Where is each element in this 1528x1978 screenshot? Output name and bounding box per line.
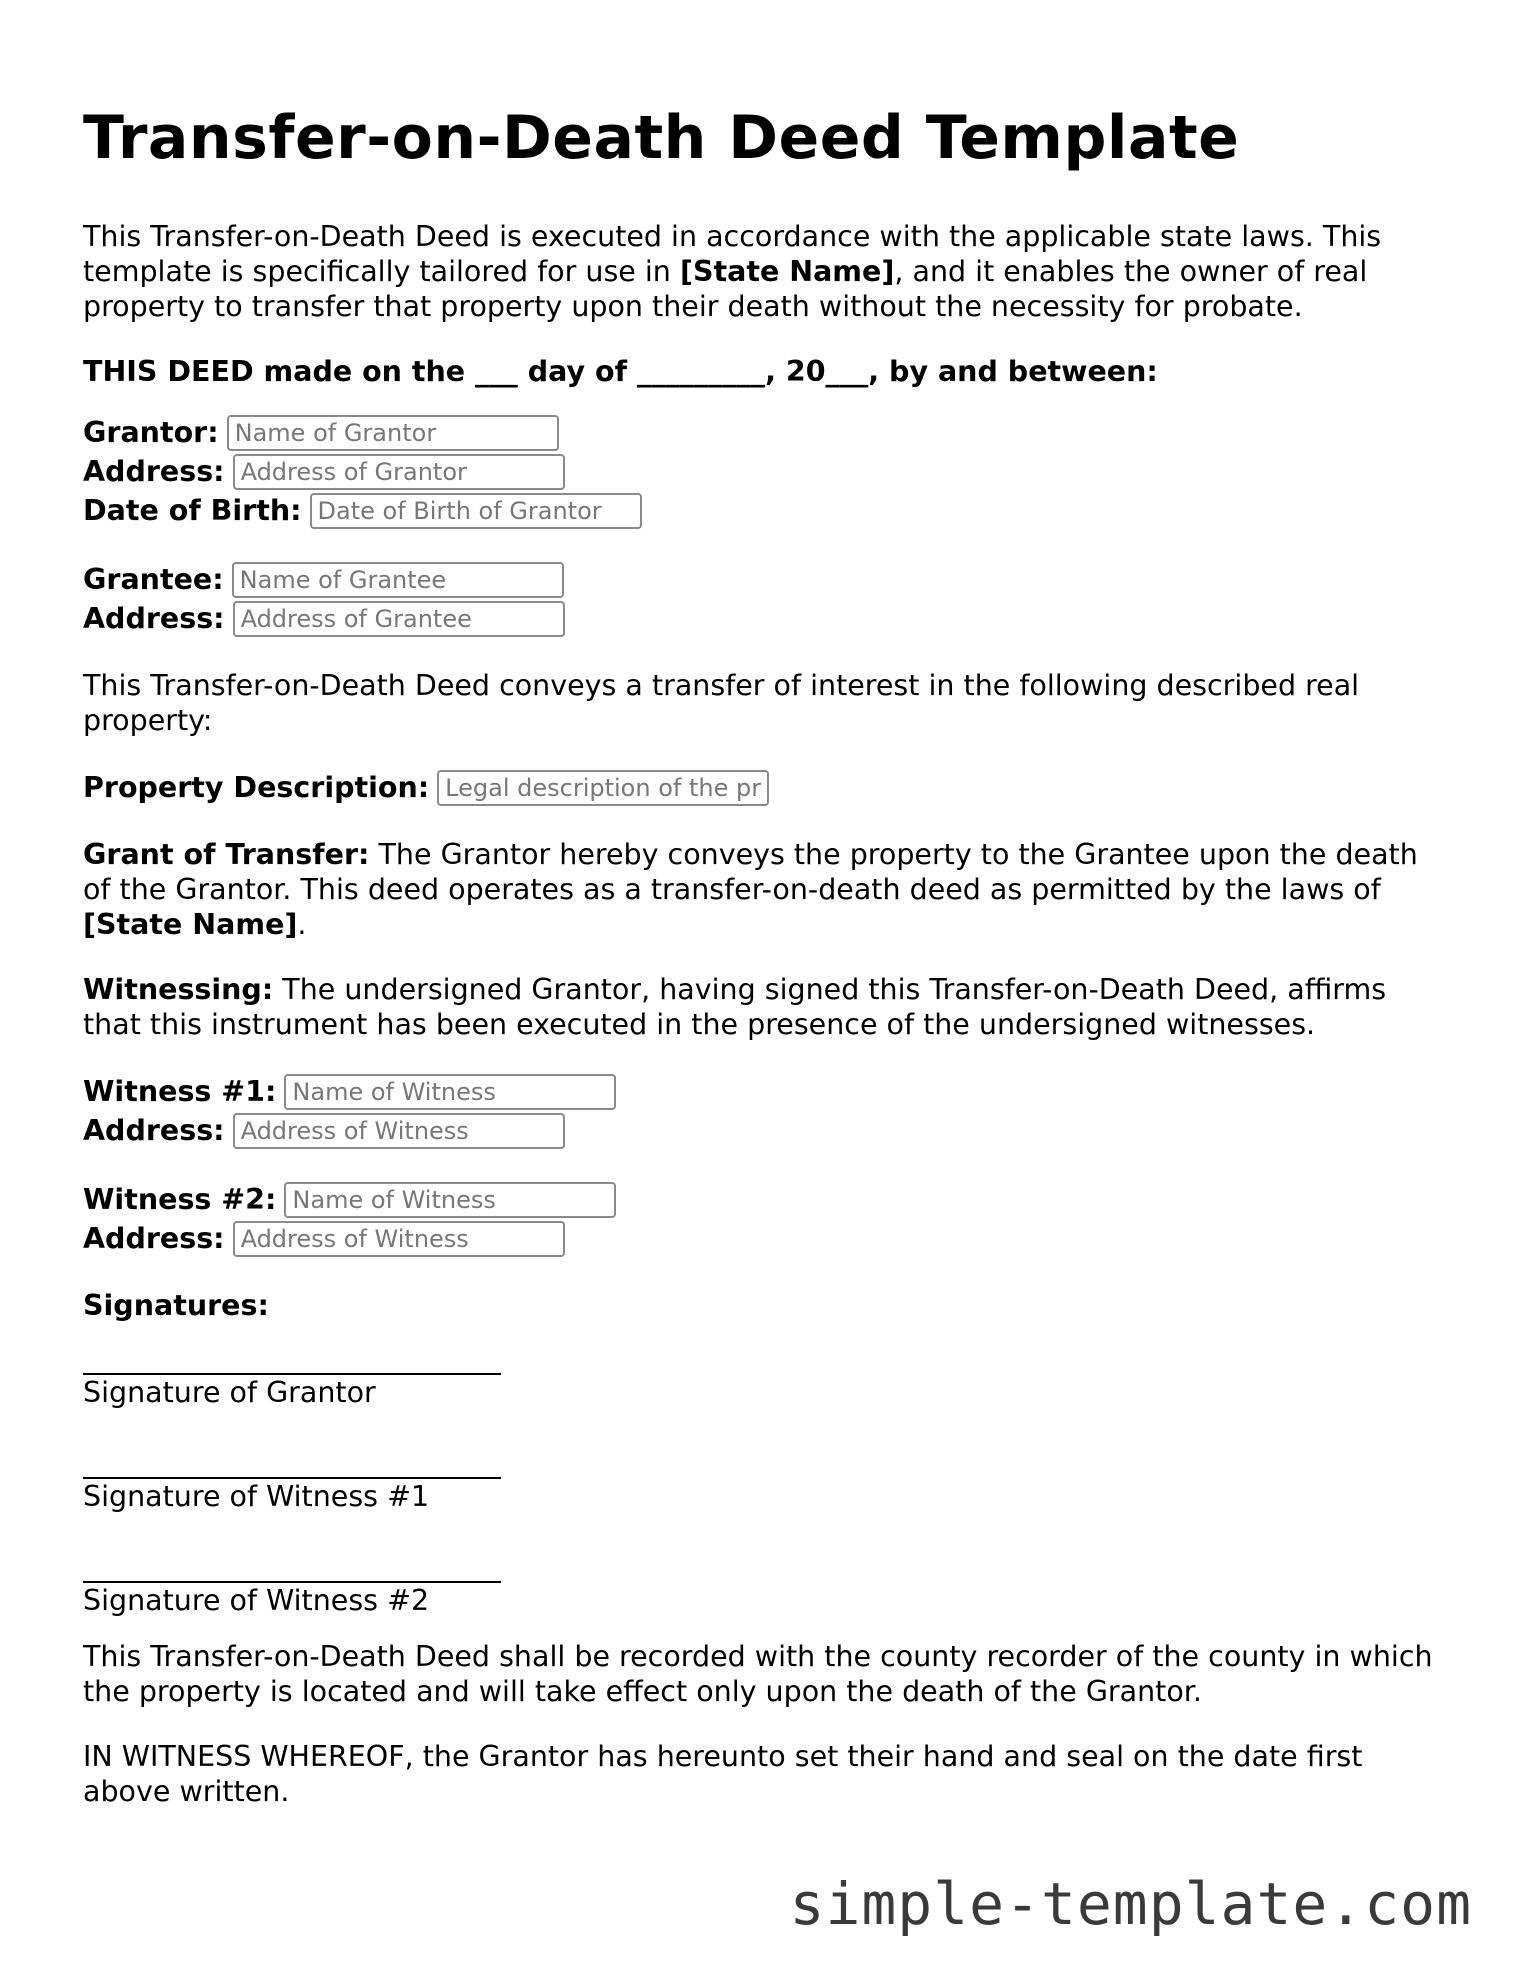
conveys-paragraph: This Transfer-on-Death Deed conveys a transfer of interest in the following described real property: <box>83 669 1360 737</box>
state-name-placeholder: [State Name] <box>679 255 895 288</box>
witness1-name-input[interactable] <box>284 1074 616 1110</box>
page-title: Transfer-on-Death Deed Template <box>83 103 1240 173</box>
witness1-address-label: Address: <box>83 1114 225 1147</box>
property-description-input[interactable] <box>437 770 769 806</box>
grantor-name-label: Grantor: <box>83 416 219 449</box>
grantee-address-label: Address: <box>83 602 225 635</box>
witness2-signature-block <box>83 1545 1453 1619</box>
watermark-logo: simple-template.com <box>789 1870 1472 1938</box>
witness2-address-label: Address: <box>83 1222 225 1255</box>
grantor-address-input[interactable] <box>233 454 565 490</box>
grantor-section <box>83 413 1453 530</box>
witness1-section <box>83 1072 1453 1150</box>
signature-line[interactable] <box>83 1441 501 1479</box>
grantor-dob-row <box>83 491 1453 530</box>
grantee-section <box>83 560 1453 638</box>
document-page <box>83 104 1453 1839</box>
witness2-name-input[interactable] <box>284 1182 616 1218</box>
witnessing-paragraph: Witnessing: The undersigned Grantor, having signed this Transfer-on-Death Deed, affirms that this instrument has been executed in the presence of the undersigned witnesses. <box>83 973 1387 1041</box>
grantor-name-row <box>83 413 1453 452</box>
witness1-signature-label: Signature of Witness #1 <box>83 1480 430 1513</box>
witness1-name-row <box>83 1072 1453 1111</box>
witness2-name-row <box>83 1180 1453 1219</box>
grantor-dob-label: Date of Birth: <box>83 494 302 527</box>
witness2-section <box>83 1180 1453 1258</box>
recorded-paragraph: This Transfer-on-Death Deed shall be recorded with the county recorder of the county in which the property is located and will take effect only upon the death of the Grantor. <box>83 1640 1433 1708</box>
intro-paragraph: This Transfer-on-Death Deed is executed in accordance with the applicable state laws. This template is specifically tailored for use in [State Name], and it enables the owner of real property to transfer that property upon their death without the necessity for probate. <box>83 220 1382 323</box>
witness1-name-label: Witness #1: <box>83 1075 277 1108</box>
witness2-address-input[interactable] <box>233 1221 565 1257</box>
in-witness-paragraph: IN WITNESS WHEREOF, the Grantor has hereunto set their hand and seal on the date first above written. <box>83 1740 1363 1808</box>
property-row <box>83 768 1453 807</box>
grantee-name-row <box>83 560 1453 599</box>
grantor-address-row <box>83 452 1453 491</box>
grantee-name-input[interactable] <box>232 562 564 598</box>
property-label: Property Description: <box>83 771 430 804</box>
deed-made-line: THIS DEED made on the ___ day of _________, 20___, by and between: <box>83 355 1158 388</box>
grantee-address-input[interactable] <box>233 601 565 637</box>
grantor-dob-input[interactable] <box>310 493 642 529</box>
witness2-name-label: Witness #2: <box>83 1183 277 1216</box>
grantor-signature-label: Signature of Grantor <box>83 1376 376 1409</box>
signature-line[interactable] <box>83 1337 501 1375</box>
grantee-name-label: Grantee: <box>83 563 224 596</box>
grantor-signature-block <box>83 1337 1453 1411</box>
witness2-signature-label: Signature of Witness #2 <box>83 1584 430 1617</box>
witness1-address-row <box>83 1111 1453 1150</box>
witness2-address-row <box>83 1219 1453 1258</box>
witness1-signature-block <box>83 1441 1453 1515</box>
signature-line[interactable] <box>83 1545 501 1583</box>
signatures-heading: Signatures: <box>83 1289 269 1322</box>
grantor-address-label: Address: <box>83 455 225 488</box>
witness1-address-input[interactable] <box>233 1113 565 1149</box>
grant-paragraph: Grant of Transfer: The Grantor hereby conveys the property to the Grantee upon the death of the Grantor. This deed operates as a transfer-on-death deed as permitted by the laws of [State Name]. <box>83 838 1418 941</box>
grantee-address-row <box>83 599 1453 638</box>
property-section <box>83 768 1453 807</box>
state-name-placeholder: [State Name] <box>83 908 298 941</box>
grantor-name-input[interactable] <box>227 415 559 451</box>
